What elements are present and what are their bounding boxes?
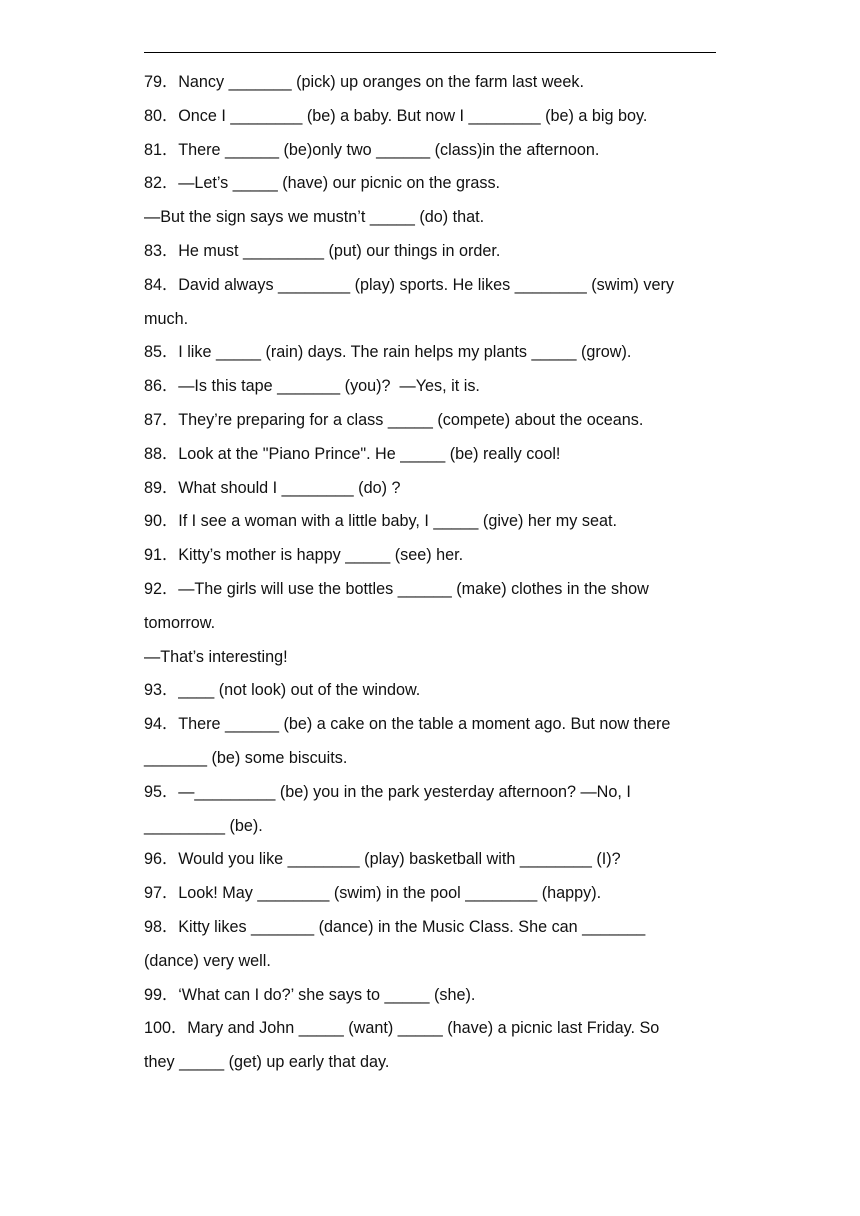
exercise-line: tomorrow. (144, 613, 216, 632)
exercise-line: 98．Kitty likes _______ (dance) in the Music Class. She can _______ (144, 917, 646, 936)
exercise-line: 84．David always ________ (play) sports. He likes ________ (swim) very (144, 275, 674, 294)
exercise-line: 91．Kitty’s mother is happy _____ (see) her. (144, 546, 464, 565)
exercise-line: they _____ (get) up early that day. (144, 1053, 390, 1072)
exercise-line: 87．They’re preparing for a class _____ (compete) about the oceans. (144, 410, 644, 429)
exercise-line: _________ (be). (144, 816, 263, 835)
exercise-line: 89．What should I ________ (do) ? (144, 478, 401, 497)
exercise-line: 80．Once I ________ (be) a baby. But now I ________ (be) a big boy. (144, 106, 648, 125)
exercise-line: (dance) very well. (144, 951, 271, 970)
exercise-line: —But the sign says we mustn’t _____ (do) that. (144, 208, 485, 227)
exercise-line: —That’s interesting! (144, 647, 288, 666)
exercise-line: 94．There ______ (be) a cake on the table a moment ago. But now there (144, 715, 671, 734)
exercise-list (144, 66, 724, 1080)
exercise-line: much. (144, 309, 189, 328)
exercise-line: 95．—_________ (be) you in the park yesterday afternoon? —No, I (144, 782, 631, 801)
exercise-line: _______ (be) some biscuits. (144, 748, 348, 767)
exercise-line: 97．Look! May ________ (swim) in the pool ________ (happy). (144, 884, 602, 903)
exercise-line: 100．Mary and John _____ (want) _____ (have) a picnic last Friday. So (144, 1019, 660, 1038)
exercise-line: 92．—The girls will use the bottles ______ (make) clothes in the show (144, 579, 649, 598)
exercise-line: 79．Nancy _______ (pick) up oranges on the farm last week. (144, 73, 585, 91)
exercise-line: 96．Would you like ________ (play) basketball with ________ (I)? (144, 850, 621, 869)
exercise-line: 86．—Is this tape _______ (you)? —Yes, it is. (144, 377, 480, 396)
exercise-line: 81．There ______ (be)only two ______ (class)in the afternoon. (144, 140, 600, 159)
exercise-line: 90．If I see a woman with a little baby, I _____ (give) her my seat. (144, 512, 617, 531)
exercise-line: 82．—Let’s _____ (have) our picnic on the grass. (144, 174, 501, 193)
exercise-line: 99．‘What can I do?’ she says to _____ (she). (144, 985, 476, 1004)
exercise-line: 88．Look at the "Piano Prince". He _____ (be) really cool! (144, 444, 561, 463)
header-rule (144, 52, 716, 53)
exercise-line: 85．I like _____ (rain) days. The rain helps my plants _____ (grow). (144, 343, 632, 362)
exercise-line: 93．____ (not look) out of the window. (144, 681, 421, 700)
exercise-line: 83．He must _________ (put) our things in order. (144, 241, 501, 260)
